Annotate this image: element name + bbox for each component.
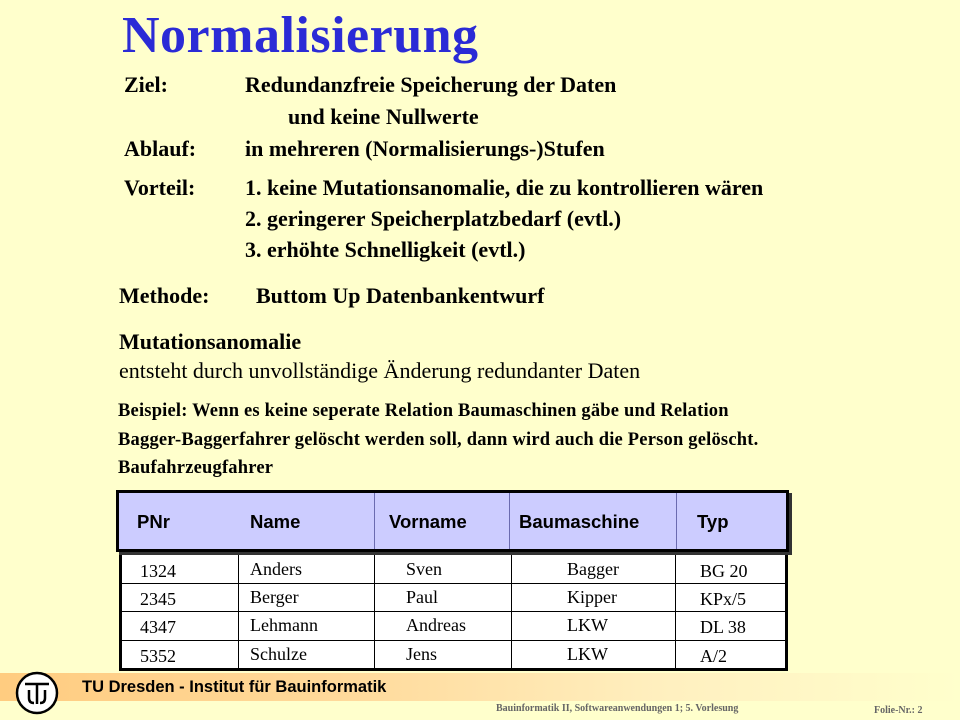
vorteil-item-1: 1. keine Mutationsanomalie, die zu kontrollieren wären bbox=[245, 175, 764, 200]
table-cell: Berger bbox=[250, 587, 299, 607]
footer-slide-number: Folie-Nr.: 2 bbox=[874, 705, 923, 716]
footer-institute: TU Dresden - Institut für Bauinformatik bbox=[82, 678, 387, 696]
header-divider bbox=[374, 493, 375, 549]
table-cell: Bagger bbox=[567, 559, 619, 579]
table-cell: Sven bbox=[406, 559, 442, 579]
header-divider bbox=[509, 493, 510, 549]
table-cell: KPx/5 bbox=[700, 589, 747, 609]
table-cell: Lehmann bbox=[250, 615, 318, 635]
column-header-name: Name bbox=[250, 511, 301, 532]
table-cell: 1324 bbox=[140, 561, 176, 581]
header-divider bbox=[676, 493, 677, 549]
table-cell: Andreas bbox=[406, 615, 466, 635]
beispiel-line1: Beispiel: Wenn es keine seperate Relation Baumaschinen gäbe und Relation bbox=[118, 401, 729, 421]
methode-label: Methode: bbox=[119, 283, 210, 308]
column-header-vorname: Vorname bbox=[389, 511, 467, 532]
table-cell: 4347 bbox=[140, 617, 176, 637]
table-cell: 2345 bbox=[140, 589, 176, 609]
column-header-pnr: PNr bbox=[137, 511, 170, 532]
ablauf-text: in mehreren (Normalisierungs-)Stufen bbox=[245, 136, 605, 161]
beispiel-line3: Baufahrzeugfahrer bbox=[118, 458, 274, 478]
ziel-text-line1: Redundanzfreie Speicherung der Daten bbox=[245, 72, 617, 97]
table-header bbox=[116, 490, 789, 552]
table-cell: DL 38 bbox=[700, 617, 746, 637]
table-cell: Anders bbox=[250, 559, 302, 579]
table-cell: LKW bbox=[567, 644, 608, 664]
table-cell: 5352 bbox=[140, 646, 176, 666]
table-body bbox=[119, 555, 788, 671]
column-header-typ: Typ bbox=[697, 511, 729, 532]
row-divider bbox=[122, 583, 785, 584]
footer-course: Bauinformatik II, Softwareanwendungen 1; 5. Vorlesung bbox=[496, 703, 739, 714]
ablauf-label: Ablauf: bbox=[124, 136, 197, 161]
vorteil-label: Vorteil: bbox=[124, 175, 196, 200]
vorteil-item-2: 2. geringerer Speicherplatzbedarf (evtl.) bbox=[245, 206, 622, 231]
methode-text: Buttom Up Datenbankentwurf bbox=[256, 283, 545, 308]
column-header-baumaschine: Baumaschine bbox=[519, 511, 640, 532]
table-cell: BG 20 bbox=[700, 561, 748, 581]
ziel-text-line2: und keine Nullwerte bbox=[288, 104, 479, 129]
table-cell: LKW bbox=[567, 615, 608, 635]
row-divider bbox=[122, 611, 785, 612]
table-cell: Kipper bbox=[567, 587, 617, 607]
table-cell: Paul bbox=[406, 587, 439, 607]
table-cell: Jens bbox=[406, 644, 437, 664]
mutationsanomalie-heading: Mutationsanomalie bbox=[119, 329, 302, 354]
page-title: Normalisierung bbox=[122, 7, 479, 64]
beispiel-line2: Bagger-Baggerfahrer gelöscht werden soll, dann wird auch die Person gelöscht. bbox=[118, 430, 759, 450]
table-cell: Schulze bbox=[250, 644, 307, 664]
ziel-label: Ziel: bbox=[124, 72, 168, 97]
table-cell: A/2 bbox=[700, 646, 727, 666]
vorteil-item-3: 3. erhöhte Schnelligkeit (evtl.) bbox=[245, 237, 526, 262]
tu-dresden-logo-icon bbox=[14, 670, 60, 716]
mutationsanomalie-text: entsteht durch unvollständige Änderung redundanter Daten bbox=[119, 358, 641, 383]
row-divider bbox=[122, 640, 785, 641]
